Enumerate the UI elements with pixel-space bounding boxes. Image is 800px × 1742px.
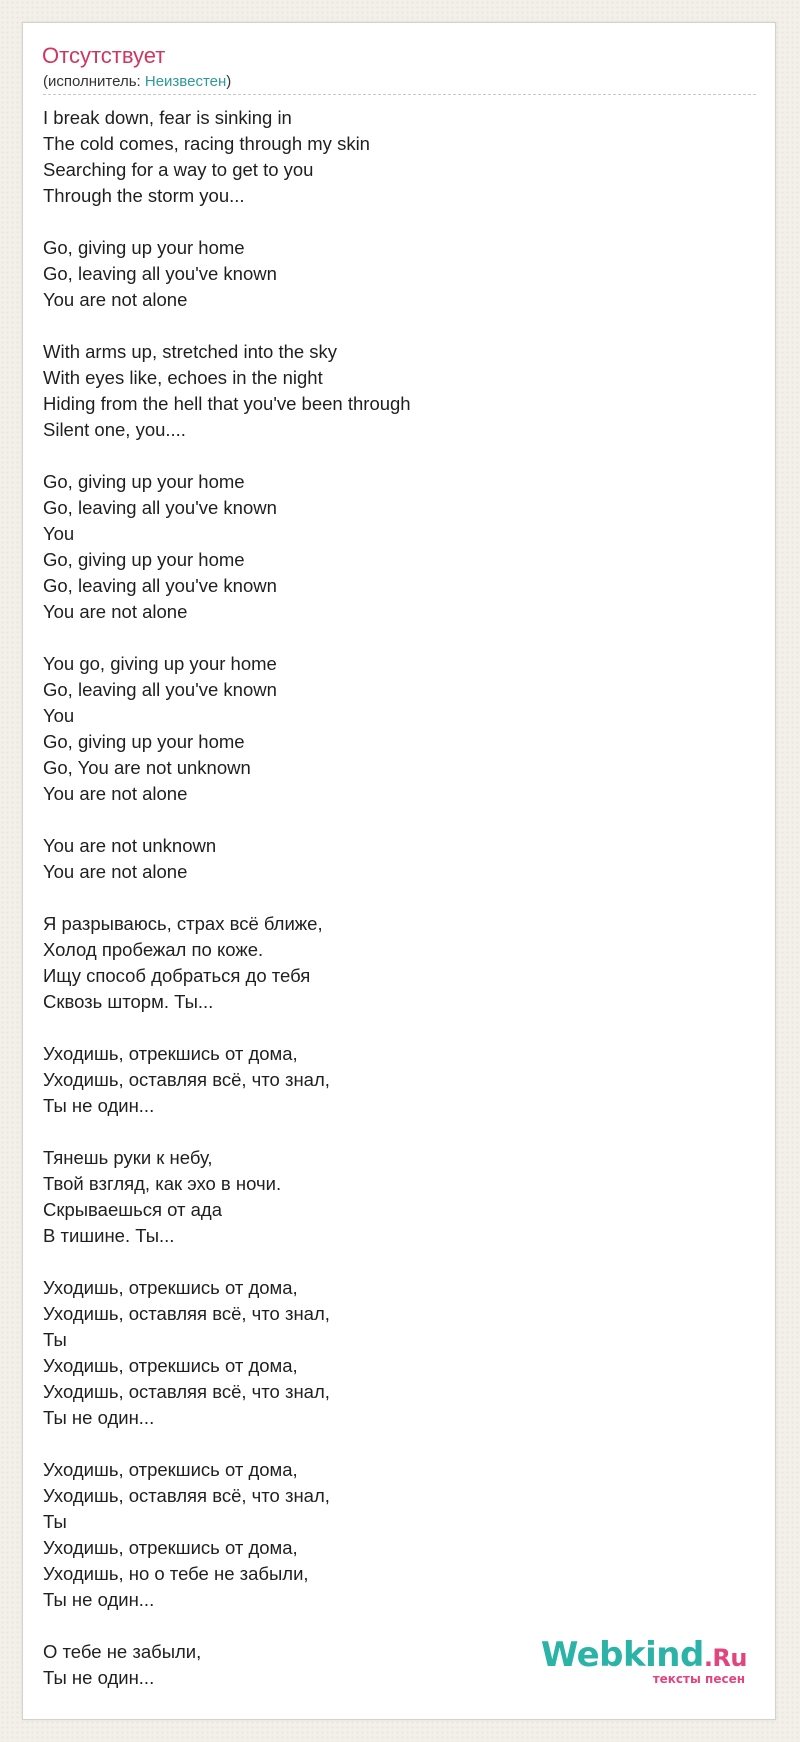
lyrics-card bbox=[22, 22, 776, 1720]
lyric-line bbox=[43, 313, 756, 339]
lyric-line: Through the storm you... bbox=[43, 185, 245, 206]
lyric-line: Go, giving up your home bbox=[43, 549, 245, 570]
lyric-line: Скрываешься от ада bbox=[43, 1199, 222, 1220]
lyric-line: Go, leaving all you've known bbox=[43, 679, 277, 700]
lyric-line: Ты не один... bbox=[43, 1095, 155, 1116]
lyric-line: Silent one, you.... bbox=[43, 419, 186, 440]
artist-link[interactable]: Неизвестен bbox=[144, 73, 227, 90]
lyric-line: Go, leaving all you've known bbox=[43, 497, 277, 518]
logo-name: Webkind bbox=[540, 1635, 704, 1675]
lyric-line: You are not unknown bbox=[43, 835, 217, 856]
lyric-line: Go, leaving all you've known bbox=[43, 575, 277, 596]
lyric-line: I break down, fear is sinking in bbox=[43, 107, 292, 128]
lyric-line: Уходишь, отрекшись от дома, bbox=[43, 1043, 298, 1064]
lyric-line: Уходишь, оставляя всё, что знал, bbox=[43, 1381, 330, 1402]
lyric-line: Уходишь, но о тебе не забыли, bbox=[43, 1563, 309, 1584]
lyric-line: With arms up, stretched into the sky bbox=[43, 341, 338, 362]
lyric-line: Твой взгляд, как эхо в ночи. bbox=[43, 1173, 282, 1194]
artist-prefix: (исполнитель: bbox=[43, 73, 145, 90]
lyric-line: О тебе не забыли, bbox=[43, 1641, 202, 1662]
lyric-line bbox=[43, 1119, 756, 1145]
lyric-line bbox=[43, 885, 756, 911]
lyric-line bbox=[43, 1015, 756, 1041]
lyric-line: Ты не один... bbox=[43, 1667, 155, 1688]
lyric-line: Go, giving up your home bbox=[43, 471, 245, 492]
lyric-line: Ты bbox=[43, 1511, 67, 1532]
lyric-line: Go, giving up your home bbox=[43, 237, 245, 258]
lyric-line: Hiding from the hell that you've been through bbox=[43, 393, 411, 414]
lyric-line bbox=[43, 209, 756, 235]
lyric-line: Сквозь шторм. Ты... bbox=[43, 991, 214, 1012]
lyric-line: Ищу способ добраться до тебя bbox=[43, 965, 311, 986]
lyric-line bbox=[43, 1431, 756, 1457]
lyric-line: You are not alone bbox=[43, 601, 188, 622]
lyric-line: Уходишь, оставляя всё, что знал, bbox=[43, 1485, 330, 1506]
lyric-line: Тянешь руки к небу, bbox=[43, 1147, 213, 1168]
lyric-line: Уходишь, отрекшись от дома, bbox=[43, 1537, 298, 1558]
lyric-line: Go, leaving all you've known bbox=[43, 263, 277, 284]
lyric-line: You bbox=[43, 705, 75, 726]
lyric-line: With eyes like, echoes in the night bbox=[43, 367, 323, 388]
lyric-line bbox=[43, 625, 756, 651]
lyric-line: Холод пробежал по коже. bbox=[43, 939, 264, 960]
lyric-line: Уходишь, отрекшись от дома, bbox=[43, 1459, 298, 1480]
lyric-line: Уходишь, оставляя всё, что знал, bbox=[43, 1303, 330, 1324]
logo-domain: .Ru bbox=[703, 1644, 747, 1672]
lyric-line: В тишине. Ты... bbox=[43, 1225, 175, 1246]
lyric-line: Ты не один... bbox=[43, 1407, 155, 1428]
lyric-line: You are not alone bbox=[43, 289, 188, 310]
lyric-line bbox=[43, 807, 756, 833]
title-divider bbox=[43, 94, 756, 95]
artist-suffix: ) bbox=[226, 73, 232, 90]
artist-line bbox=[43, 73, 231, 91]
lyric-line: Ты bbox=[43, 1329, 67, 1350]
lyric-line: You are not alone bbox=[43, 783, 188, 804]
lyric-line: The cold comes, racing through my skin bbox=[43, 133, 370, 154]
logo-tagline: тексты песен bbox=[652, 1672, 745, 1686]
lyric-line: Go, giving up your home bbox=[43, 731, 245, 752]
lyric-line: Я разрываюсь, страх всё ближе, bbox=[43, 913, 323, 934]
lyric-line bbox=[43, 1249, 756, 1275]
lyric-line: Searching for a way to get to you bbox=[43, 159, 314, 180]
lyric-line: Go, You are not unknown bbox=[43, 757, 251, 778]
lyric-line: Уходишь, оставляя всё, что знал, bbox=[43, 1069, 330, 1090]
lyric-line bbox=[43, 443, 756, 469]
lyrics-text bbox=[43, 105, 756, 1691]
lyric-line: You bbox=[43, 523, 75, 544]
webkind-logo[interactable] bbox=[540, 1635, 747, 1695]
lyric-line: Ты не один... bbox=[43, 1589, 155, 1610]
lyric-line: You go, giving up your home bbox=[43, 653, 277, 674]
song-title: Отсутствует bbox=[42, 43, 166, 68]
lyric-line: Уходишь, отрекшись от дома, bbox=[43, 1277, 298, 1298]
lyric-line: You are not alone bbox=[43, 861, 188, 882]
lyric-line: Уходишь, отрекшись от дома, bbox=[43, 1355, 298, 1376]
